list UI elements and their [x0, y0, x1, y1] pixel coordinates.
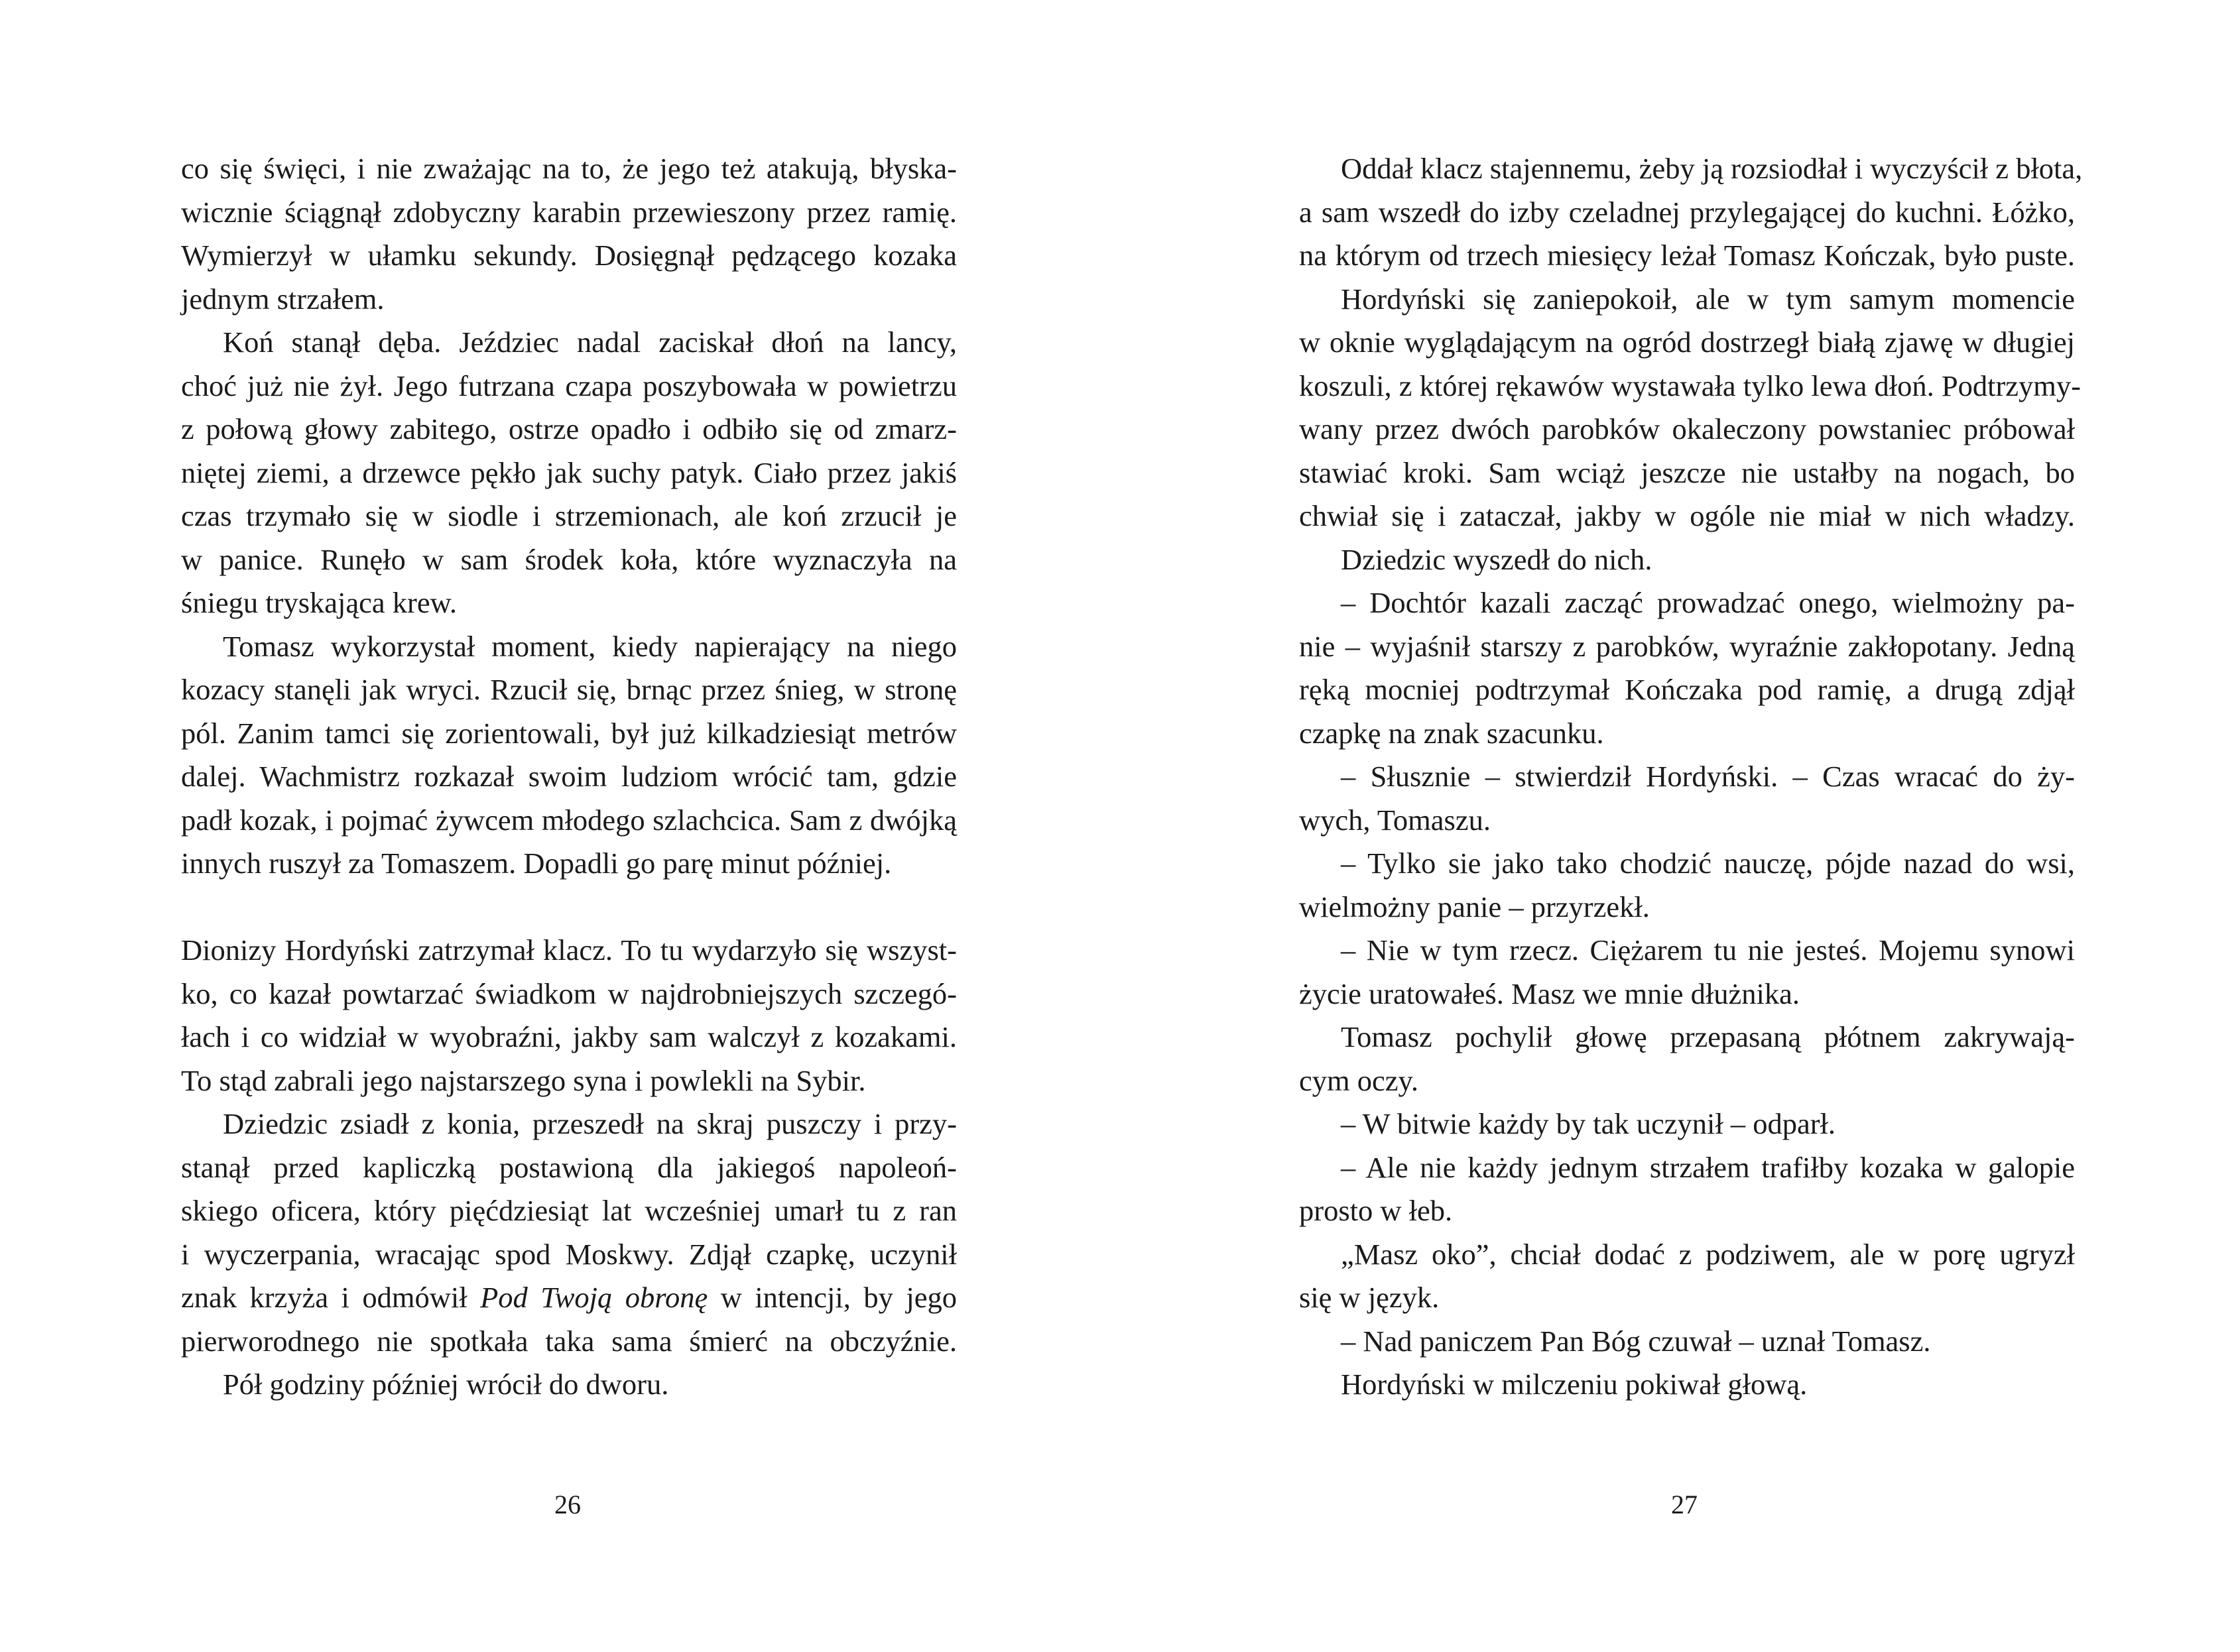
text-line: ręką mocniej podtrzymał Kończaka pod ramię, a drugą zdjął — [1299, 673, 2075, 706]
text-line: wany przez dwóch parobków okaleczony powstaniec próbował — [1299, 412, 2075, 445]
text-run: w intencji, by jego — [708, 1281, 957, 1314]
text-line: choć już nie żył. Jego futrzana czapa poszybowała w powietrzu — [181, 369, 957, 402]
text-line: Oddał klacz stajennemu, żeby ją rozsiodłał i wyczyścił z błota, — [1341, 152, 2083, 185]
text-line: i wyczerpania, wracając spod Moskwy. Zdjął czapkę, uczynił — [181, 1237, 957, 1271]
text-line: łach i co widział w wyobraźni, jakby sam walczył z kozakami. — [181, 1020, 957, 1053]
text-line: wielmożny panie – przyrzekł. — [1299, 890, 1650, 923]
text-line: cym oczy. — [1299, 1063, 1418, 1097]
text-line: dalej. Wachmistrz rozkazał swoim ludziom wrócić tam, gdzie — [181, 760, 957, 793]
text-line: prosto w łeb. — [1299, 1194, 1453, 1227]
text-line: To stąd zabrali jego najstarszego syna i powlekli na Sybir. — [181, 1063, 866, 1097]
text-line: – Nie w tym rzecz. Ciężarem tu nie jesteś. Mojemu synowi — [1341, 933, 2075, 967]
page-number: 26 — [554, 1490, 581, 1519]
text-line: Pół godziny później wrócił do dworu. — [223, 1368, 669, 1401]
text-line: Tomasz pochylił głowę przepasaną płótnem zakrywają- — [1341, 1020, 2075, 1053]
text-line: jednym strzałem. — [181, 282, 385, 316]
text-line: nie – wyjaśnił starszy z parobków, wyraźnie zakłopotany. Jedną — [1299, 629, 2075, 663]
text-line: stawiać kroki. Sam wciąż jeszcze nie ustałby na nogach, bo — [1299, 455, 2075, 489]
text-line: pól. Zanim tamci się zorientowali, był już kilkadziesiąt metrów — [181, 716, 957, 750]
text-line: z połową głowy zabitego, ostrze opadło i odbiło się od zmarz- — [181, 412, 957, 445]
text-line: życie uratowałeś. Masz we mnie dłużnika. — [1299, 976, 1800, 1010]
text-line: czapkę na znak szacunku. — [1299, 716, 1604, 750]
text-line: – W bitwie każdy by tak uczynił – odparł. — [1341, 1107, 1836, 1140]
text-line: Hordyński w milczeniu pokiwał głową. — [1341, 1368, 1808, 1401]
text-line: w oknie wyglądającym na ogród dostrzegł białą zjawę w długiej — [1299, 325, 2075, 359]
text-line: – Nad paniczem Pan Bóg czuwał – uznał Tomasz. — [1341, 1324, 1931, 1358]
text-line: „Masz oko”, chciał dodać z podziwem, ale w porę ugryzł — [1341, 1237, 2075, 1271]
text-line: – Ale nie każdy jednym strzałem trafiłby kozaka w galopie — [1341, 1150, 2075, 1184]
text-line: – Słusznie – stwierdził Hordyński. – Czas wracać do ży- — [1341, 760, 2075, 793]
right-page — [1120, 0, 2240, 1652]
text-line: chwiał się i zataczał, jakby w ogóle nie miał w nich władzy. — [1299, 499, 2075, 532]
text-line: czas trzymało się w siodle i strzemionach, ale koń zrzucił je — [181, 499, 957, 532]
text-line-with-italic — [181, 1276, 957, 1320]
text-line: Hordyński się zaniepokoił, ale w tym samym momencie — [1341, 282, 2075, 316]
page-number: 27 — [1671, 1490, 1698, 1519]
text-line: innych ruszył za Tomaszem. Dopadli go parę minut później. — [181, 847, 892, 880]
text-line: Tomasz wykorzystał moment, kiedy napierający na niego — [223, 629, 957, 663]
text-line: Koń stanął dęba. Jeździec nadal zaciskał dłoń na lancy, — [223, 325, 957, 359]
left-text-block — [181, 147, 957, 1407]
prayer-title-italic: Pod Twoją obronę — [480, 1281, 708, 1314]
text-line: Wymierzył w ułamku sekundy. Dosięgnął pędzącego kozaka — [181, 239, 957, 272]
text-line: pierworodnego nie spotkała taka sama śmierć na obczyźnie. — [181, 1324, 957, 1358]
text-line: na którym od trzech miesięcy leżał Tomasz Kończak, było puste. — [1299, 239, 2075, 272]
text-line: w panice. Runęło w sam środek koła, które wyznaczyła na — [181, 542, 957, 576]
text-line: Dziedzic wyszedł do nich. — [1341, 542, 1652, 576]
text-line: wicznie ściągnął zdobyczny karabin przewieszony przez ramię. — [181, 195, 957, 229]
text-line: co się święci, i nie zważając na to, że jego też atakują, błyska- — [181, 152, 957, 185]
text-line: skiego oficera, który pięćdziesiąt lat wcześniej umarł tu z ran — [181, 1194, 957, 1227]
text-line: stanął przed kapliczką postawioną dla jakiegoś napoleoń- — [181, 1150, 957, 1184]
text-line: padł kozak, i pojmać żywcem młodego szlachcica. Sam z dwójką — [181, 803, 957, 837]
text-line: koszuli, z której rękawów wystawała tylko lewa dłoń. Podtrzymy- — [1299, 369, 2081, 402]
text-line: Dionizy Hordyński zatrzymał klacz. To tu wydarzyło się wszyst- — [181, 933, 957, 967]
text-line: niętej ziemi, a drzewce pękło jak suchy patyk. Ciało przez jakiś — [181, 455, 957, 489]
text-run: znak krzyża i odmówił — [181, 1281, 481, 1314]
text-line: – Tylko sie jako tako chodzić nauczę, pójde nazad do wsi, — [1341, 847, 2075, 880]
text-line: się w język. — [1299, 1281, 1440, 1314]
text-line: – Dochtór kazali zacząć prowadzać onego, wielmożny pa- — [1341, 586, 2075, 619]
right-text-block — [1299, 147, 2083, 1407]
text-line: Dziedzic zsiadł z konia, przeszedł na skraj puszczy i przy- — [223, 1107, 957, 1140]
text-line: wych, Tomaszu. — [1299, 803, 1491, 837]
text-line: ko, co kazał powtarzać świadkom w najdrobniejszych szczegó- — [181, 976, 957, 1010]
section-break — [181, 886, 957, 929]
text-line: kozacy stanęli jak wryci. Rzucił się, brnąc przez śnieg, w stronę — [181, 673, 957, 706]
text-line: śniegu tryskająca krew. — [181, 586, 457, 619]
text-line: a sam wszedł do izby czeladnej przylegającej do kuchni. Łóżko, — [1299, 195, 2075, 229]
